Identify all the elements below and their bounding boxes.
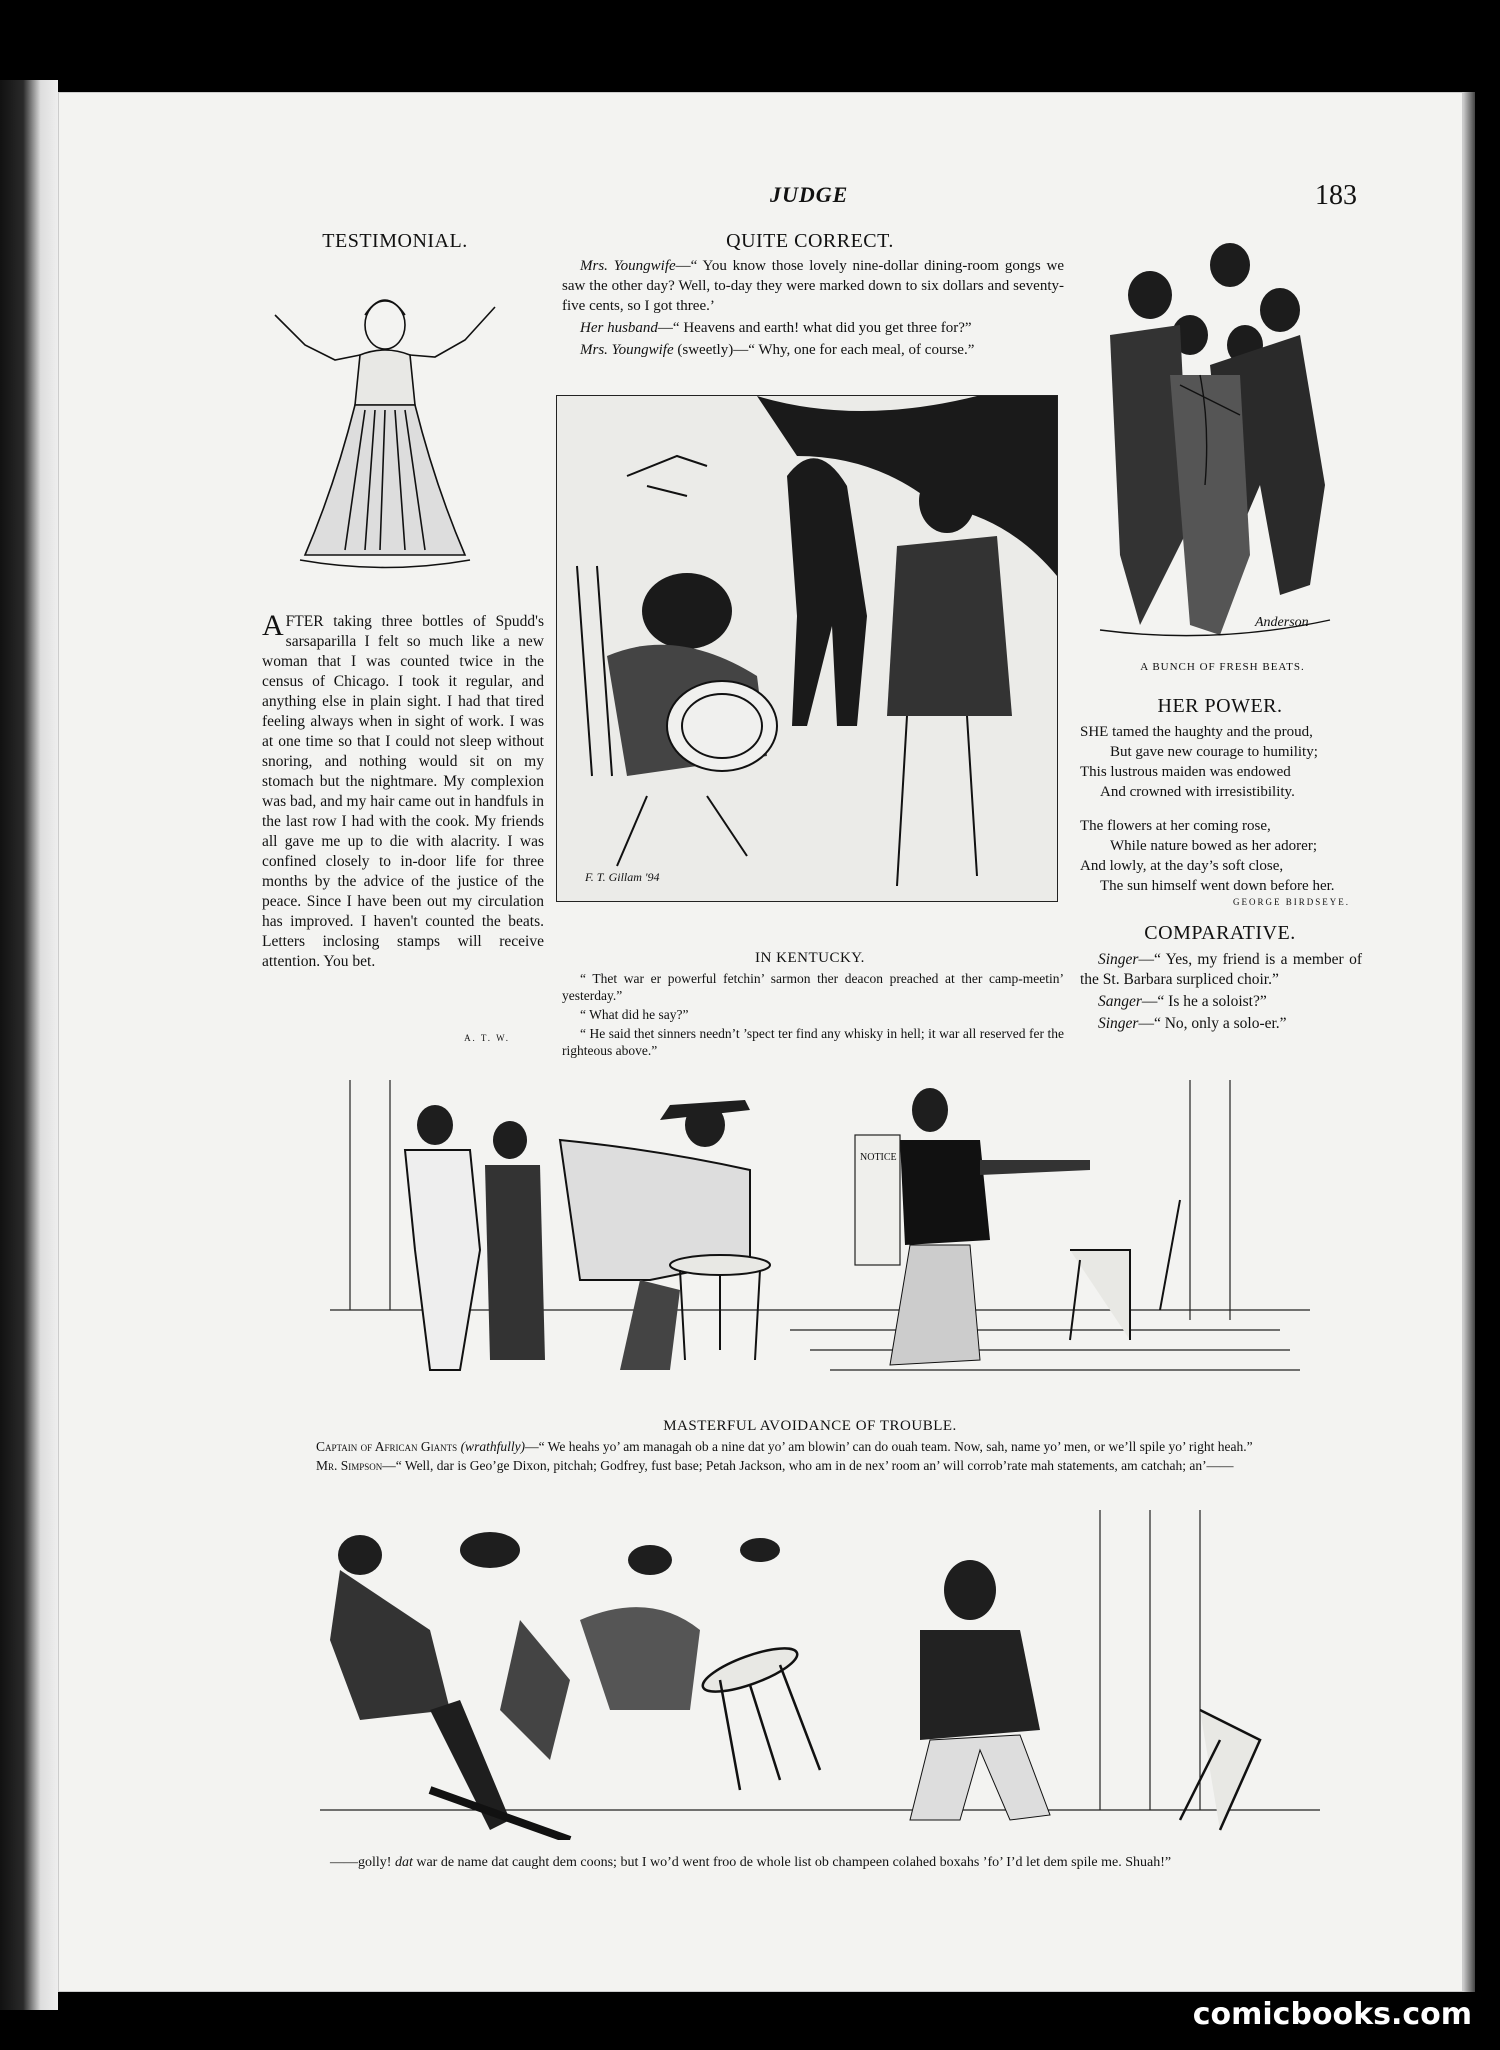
poem-line: The sun himself went down before her. <box>1100 878 1335 894</box>
dialogue-line: Mrs. Youngwife (sweetly)—“ Why, one for each meal, of course.” <box>580 342 975 358</box>
her-power-poem <box>1080 722 1370 896</box>
final-line-start: ——golly! <box>330 1855 392 1870</box>
in-kentucky-illustration <box>556 395 1058 902</box>
speaker: Her husband <box>580 320 658 336</box>
final-line-emphasis: dat <box>394 1855 413 1870</box>
testimonial-title: TESTIMONIAL. <box>322 230 468 252</box>
her-power-title: HER POWER. <box>1157 695 1283 717</box>
quite-correct-title: QUITE CORRECT. <box>726 230 894 252</box>
speaker: Singer <box>1098 1015 1139 1032</box>
masterful-title: MASTERFUL AVOIDANCE OF TROUBLE. <box>663 1418 957 1434</box>
in-kentucky-title: IN KENTUCKY. <box>755 950 865 966</box>
site-watermark: comicbooks.com <box>1192 1997 1472 2032</box>
masterful-bottom-illustration <box>320 1510 1320 1840</box>
comparative-body <box>1080 950 1362 1036</box>
fresh-beats-caption: A BUNCH OF FRESH BEATS. <box>1140 661 1305 673</box>
binding-shadow <box>0 80 58 2010</box>
dialogue-text: “ You know those lovely nine-dollar dining-room gongs we saw the other day? Well, to-day they were marked down to six dollars and seventy-five cents, so I got three.’ <box>562 258 1064 314</box>
fresh-beats-signature: Anderson <box>1255 615 1309 630</box>
comparative-title: COMPARATIVE. <box>1144 922 1296 944</box>
testimonial-first-word: FTER <box>285 613 324 630</box>
dialogue-line: Her husband—“ Heavens and earth! what did you get three for?” <box>580 320 972 336</box>
dialogue-text: —“ Is he a soloist?” <box>1141 993 1267 1010</box>
speaker: Singer <box>1098 951 1139 968</box>
dialogue-text: —“ Well, dar is Geo’ge Dixon, pitchah; Godfrey, fust base; Petah Jackson, who am in de nex’ room an’ will corrob’rate mah statements, am catchah; an’—— <box>382 1458 1234 1473</box>
poem-line: And crowned with irresistibility. <box>1100 784 1295 800</box>
dialogue-line: Mrs. Youngwife—“ You know those lovely nine-dollar dining-room gongs we saw the other day? Well, to-day they were marked down to six dollars and seventy-five cents, so I got three.’ <box>562 258 1064 314</box>
dialogue-line <box>298 1457 1368 1474</box>
testimonial-illustration <box>265 285 505 585</box>
testimonial-text: taking three bottles of Spudd's sarsaparilla I felt so much like a new woman that I was counted twice in the census of Chicago. I took it regular, and anything else in plain sight. I had that tired feeling always when in sight of work. I was at one time so that I could not sleep without snoring, and nothing would sit on my stomach but the nightmare. My complexion was bad, and my hair came out in handfuls in the last row I had with the cook. My friends all gave me up to die with alacrity. I was confined closely to in-door life for three months by the advice of the justice of the peace. Since I have been out my circulation has improved. I haven't counted the beats. Letters inclosing stamps will receive attention. You bet. <box>262 613 544 970</box>
in-kentucky-body <box>562 970 1064 1061</box>
page-edge <box>1463 92 1475 1992</box>
page-number: 183 <box>1315 180 1357 211</box>
fresh-beats-illustration <box>1080 225 1350 650</box>
dialogue-line: “ He said thet sinners needn’t ’spect ter find any whisky in hell; it war all reserved fer the righteous above.” <box>562 1026 1064 1058</box>
speaker: Mrs. Youngwife <box>580 258 676 274</box>
masthead: JUDGE <box>770 182 849 207</box>
dialogue-text: —“ We heahs yo’ am managah ob a nine dat yo’ am blowin’ can do ouah team. Now, sah, name yo’ men, or we’ll spile yo’ right heah.” <box>525 1439 1253 1454</box>
dialogue-line: “ Thet war er powerful fetchin’ sarmon ther deacon preached at ther camp-meetin’ yesterday.” <box>562 971 1064 1003</box>
poem-line: And lowly, at the day’s soft close, <box>1080 858 1284 874</box>
poem-line: This lustrous maiden was endowed <box>1080 764 1291 780</box>
drop-cap: A <box>262 609 284 642</box>
poem-line: SHE tamed the haughty and the proud, <box>1080 724 1313 740</box>
kentucky-signature: F. T. Gillam '94 <box>585 870 660 884</box>
dialogue-line <box>298 1438 1368 1455</box>
speaker: Mr. Simpson <box>316 1458 383 1473</box>
speaker: Mrs. Youngwife <box>580 342 674 358</box>
dialogue-aside: (wrathfully) <box>460 1439 526 1454</box>
dialogue-line: “ What did he say?” <box>580 1007 689 1022</box>
testimonial-credit: A. T. W. <box>464 1033 510 1043</box>
dialogue-text: “ Why, one for each meal, of course.” <box>748 342 975 358</box>
testimonial-body <box>262 609 544 974</box>
dialogue-line <box>1080 992 1362 1012</box>
dialogue-line <box>1080 1014 1362 1034</box>
dialogue-text: —“ No, only a solo-er.” <box>1138 1015 1287 1032</box>
poem-line: The flowers at her coming rose, <box>1080 818 1271 834</box>
masterful-top-illustration <box>330 1080 1310 1400</box>
masterful-body <box>298 1438 1368 1476</box>
speaker: Sanger <box>1098 993 1142 1010</box>
speaker: Captain of African Giants <box>316 1439 458 1454</box>
poem-line: While nature bowed as her adorer; <box>1110 838 1317 854</box>
dialogue-text: “ Heavens and earth! what did you get three for?” <box>672 320 972 336</box>
wall-sign-text: NOTICE <box>860 1152 897 1163</box>
quite-correct-body <box>562 256 1064 362</box>
dialogue-text: —“ Yes, my friend is a member of the St. Barbara surpliced choir.” <box>1080 951 1362 988</box>
dialogue-aside: (sweetly) <box>673 342 734 358</box>
final-line-end: war de name dat caught dem coons; but I wo’d went froo de whole list ob champeen colahed boxahs ’fo’ I’d let dem spile me. Shuah!” <box>416 1855 1172 1870</box>
her-power-credit: GEORGE BIRDSEYE. <box>1233 897 1350 907</box>
poem-line: But gave new courage to humility; <box>1110 744 1318 760</box>
masterful-final-line <box>330 1855 1380 1871</box>
dialogue-line <box>1080 950 1362 990</box>
